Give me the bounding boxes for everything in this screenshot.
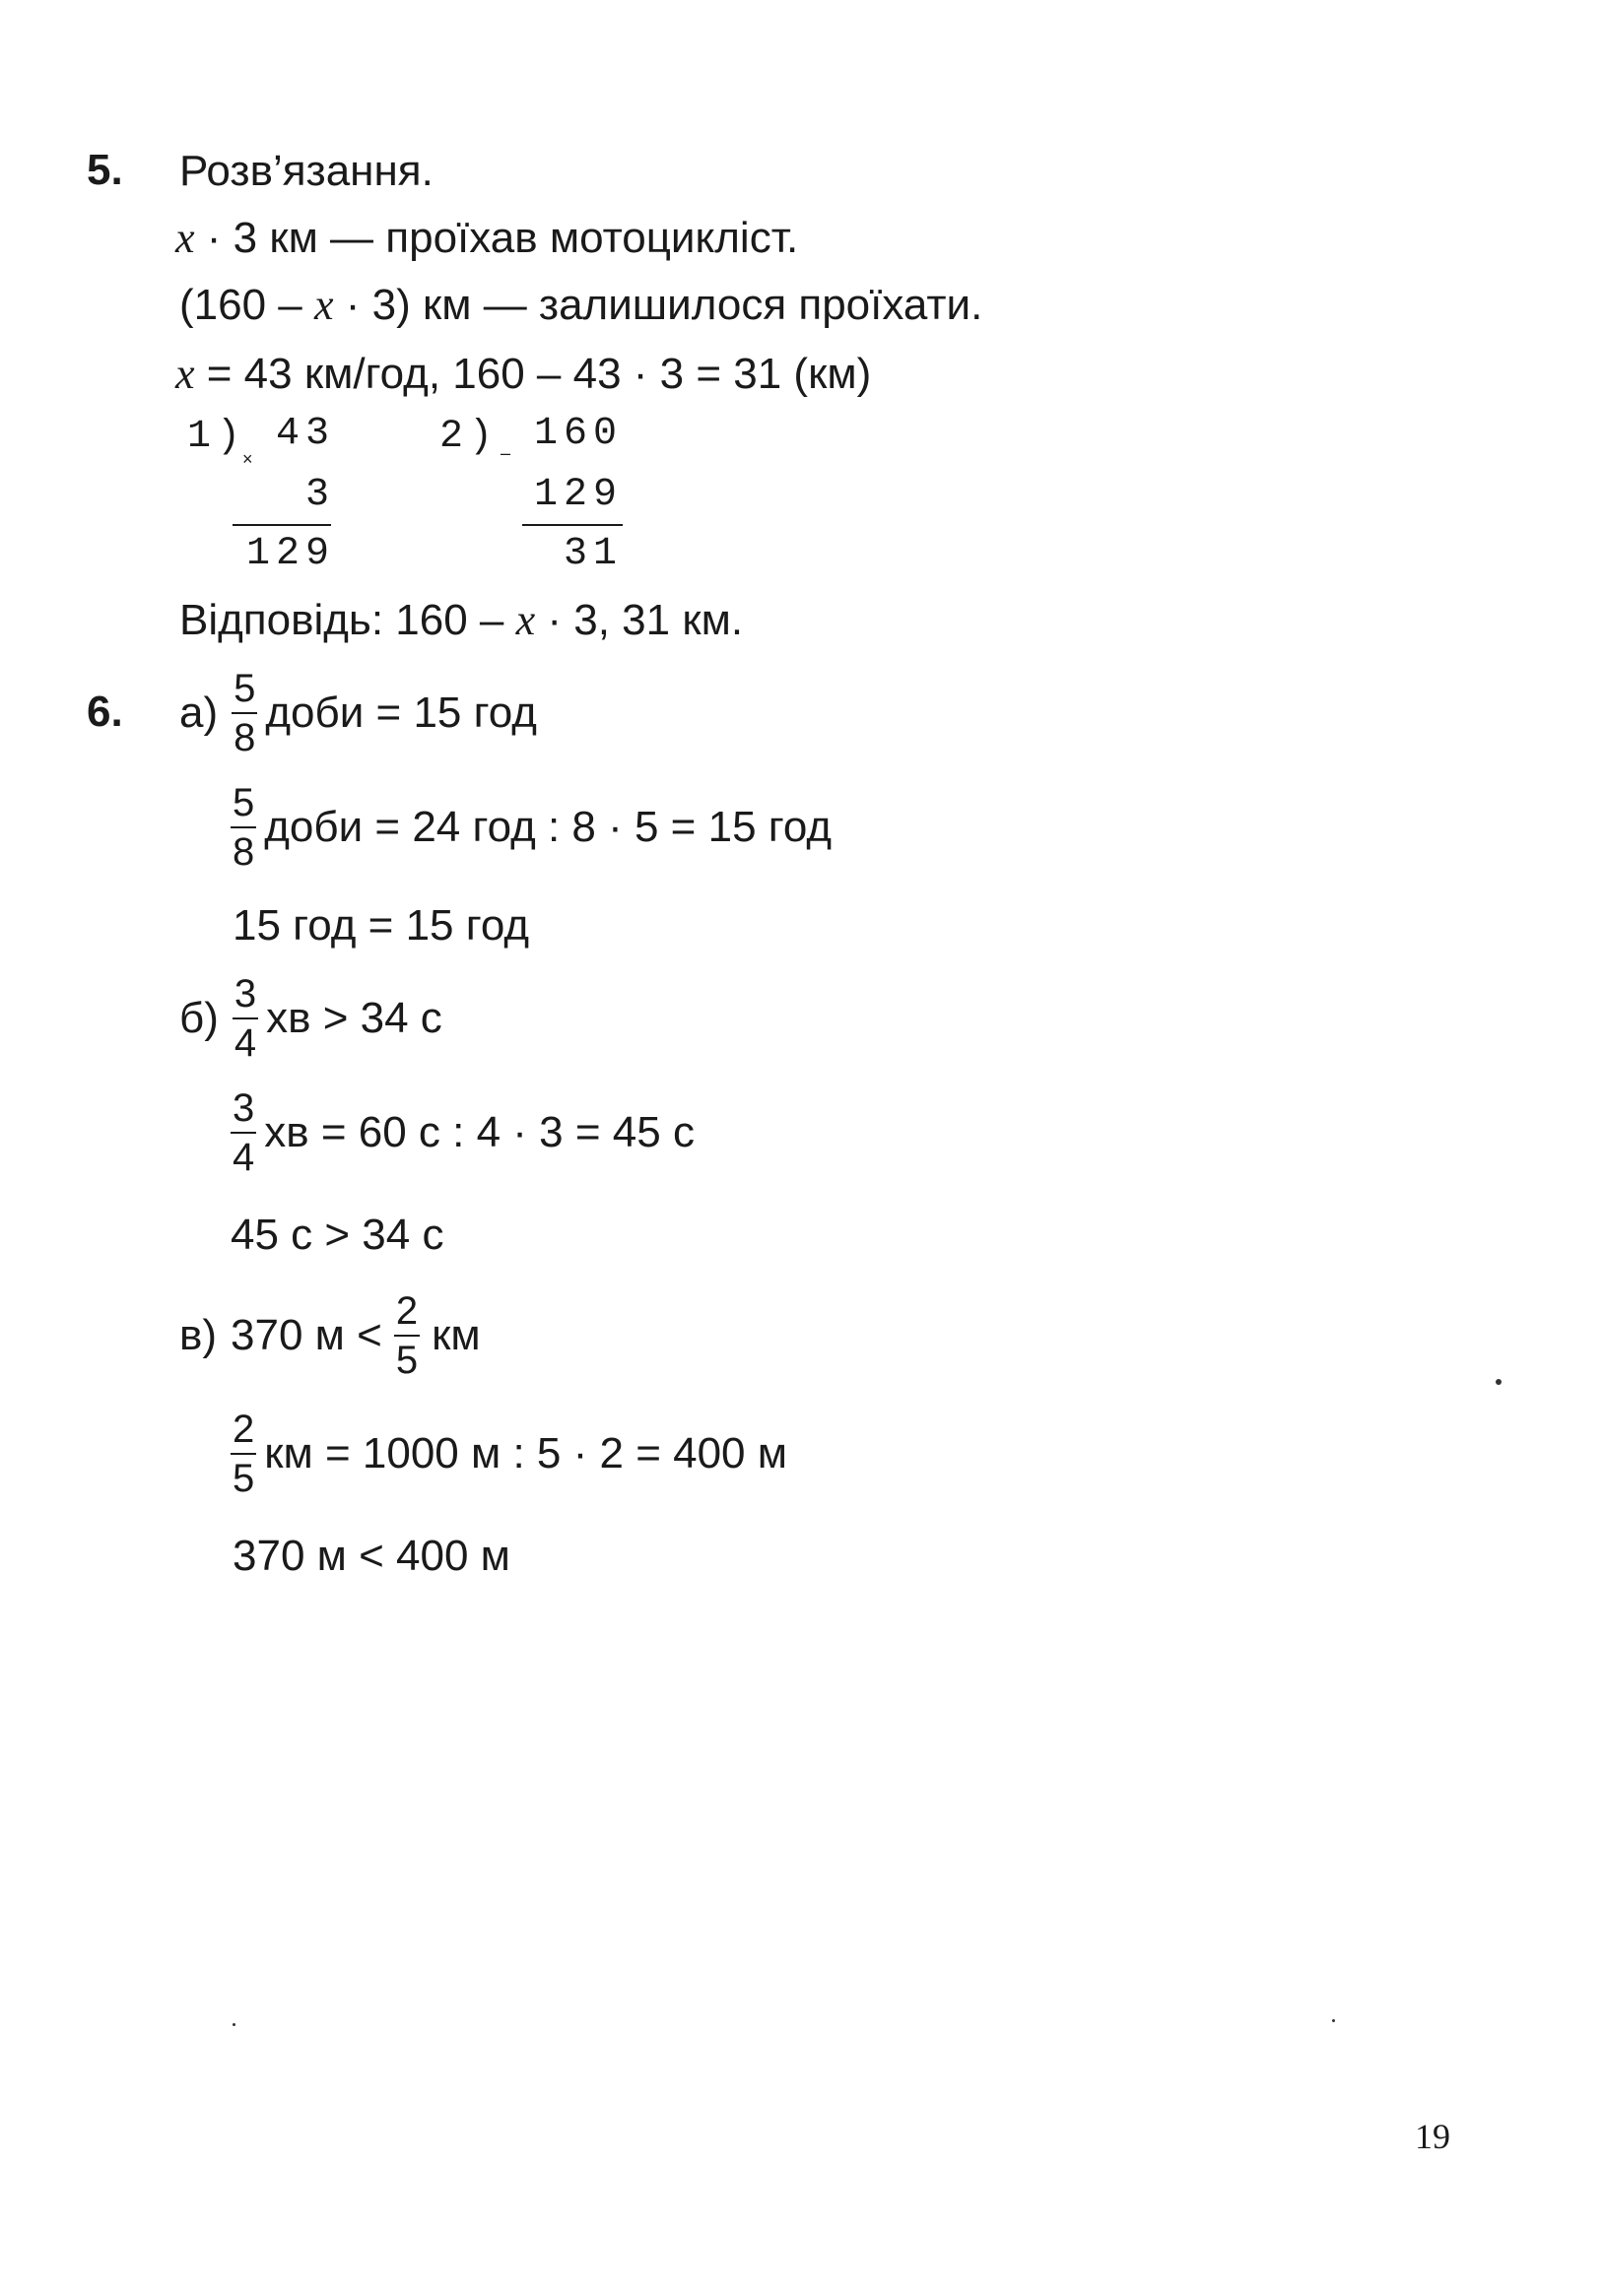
fraction-denominator: 8 <box>233 830 255 874</box>
calc1-top: 43 <box>275 412 335 456</box>
task6-b-line2 <box>227 1085 695 1180</box>
fraction <box>233 974 258 1063</box>
task5-line3-text: = 43 км/год, 160 – 43 · 3 = 31 (км) <box>194 350 872 398</box>
fraction-numerator: 3 <box>234 972 257 1016</box>
task6-a-line3: 15 год = 15 год <box>233 901 529 950</box>
calc2-column <box>512 412 623 589</box>
fraction-numerator: 2 <box>233 1408 255 1451</box>
task6-c-line1 <box>179 1288 481 1383</box>
task5-answer-a: Відповідь: 160 – <box>179 596 516 644</box>
calc2-top: 160 <box>533 412 623 456</box>
task6-c-label: в) <box>179 1311 218 1359</box>
calc2-operator: – <box>501 443 511 463</box>
calc2-result: 31 <box>563 532 623 576</box>
task6-b-line2-text: хв = 60 с : 4 · 3 = 45 с <box>264 1108 695 1156</box>
task6-a-line1 <box>179 666 537 760</box>
calc2-label: 2) <box>439 415 500 459</box>
task5-line1 <box>175 213 798 264</box>
task5-number: 5. <box>87 146 123 194</box>
task6-c-line3: 370 м < 400 м <box>233 1532 510 1580</box>
task6-a-label: а) <box>179 689 219 737</box>
fraction <box>232 669 257 757</box>
fraction-bar <box>231 1132 256 1134</box>
fraction-bar <box>394 1335 420 1337</box>
task5-line2-b: · 3) км — залишилося проїхати. <box>333 281 983 329</box>
variable-x: x <box>175 214 195 262</box>
fraction-denominator: 5 <box>233 1457 255 1500</box>
fraction-numerator: 5 <box>234 667 256 710</box>
task6-a-line2-text: доби = 24 год : 8 · 5 = 15 год <box>264 803 833 851</box>
task5-heading: Розв’язання. <box>179 147 434 195</box>
calc1-label: 1) <box>187 415 247 459</box>
task6-c-line2 <box>227 1407 787 1501</box>
calc1-rule <box>233 524 331 526</box>
page-number: 19 <box>1415 2117 1450 2156</box>
calc1-second: 3 <box>304 473 335 517</box>
calc2-second: 129 <box>533 473 623 517</box>
fraction-bar <box>231 1453 256 1455</box>
task6-c-line2-text: км = 1000 м : 5 · 2 = 400 м <box>264 1429 787 1477</box>
fraction-bar <box>232 712 257 714</box>
task5-line2-a: (160 – <box>179 281 314 329</box>
task6-number: 6. <box>87 688 123 736</box>
calc2-rule <box>522 524 623 526</box>
task6-a-line2 <box>227 780 832 875</box>
task6-b-line3: 45 с > 34 с <box>231 1211 444 1259</box>
fraction <box>231 783 256 872</box>
fraction-denominator: 4 <box>234 1021 257 1065</box>
scan-speck <box>1496 1379 1502 1385</box>
variable-x: x <box>175 350 195 398</box>
variable-x: x <box>515 596 536 644</box>
task6-b-line1 <box>179 971 442 1066</box>
calc1-column <box>227 412 335 589</box>
task6-a-line1-text: доби = 15 год <box>265 689 537 737</box>
scan-speck <box>1332 2019 1335 2022</box>
fraction <box>231 1088 256 1177</box>
fraction-denominator: 5 <box>395 1339 419 1382</box>
task6-b-label: б) <box>179 994 219 1042</box>
fraction-numerator: 2 <box>395 1289 419 1333</box>
task5-answer <box>179 595 743 646</box>
fraction-numerator: 5 <box>233 781 255 824</box>
task5-line3 <box>175 349 871 400</box>
scan-speck <box>233 2023 235 2026</box>
fraction-denominator: 4 <box>233 1136 255 1179</box>
calc1-operator: × <box>242 449 253 469</box>
task6-b-line1-text: хв > 34 с <box>266 994 442 1042</box>
task5-answer-b: · 3, 31 км. <box>535 596 744 644</box>
fraction <box>394 1291 420 1380</box>
fraction-numerator: 3 <box>233 1086 255 1130</box>
fraction <box>231 1410 256 1498</box>
fraction-bar <box>233 1017 258 1019</box>
task6-c-line1-pre: 370 м < <box>231 1311 382 1359</box>
fraction-denominator: 8 <box>234 716 256 759</box>
task5-line1-text: · 3 км — проїхав мотоцикліст. <box>194 214 799 262</box>
calc1-result: 129 <box>245 532 335 576</box>
fraction-bar <box>231 826 256 828</box>
variable-x: x <box>313 281 334 329</box>
task6-c-line1-post: км <box>432 1311 481 1359</box>
task5-line2 <box>179 280 982 331</box>
